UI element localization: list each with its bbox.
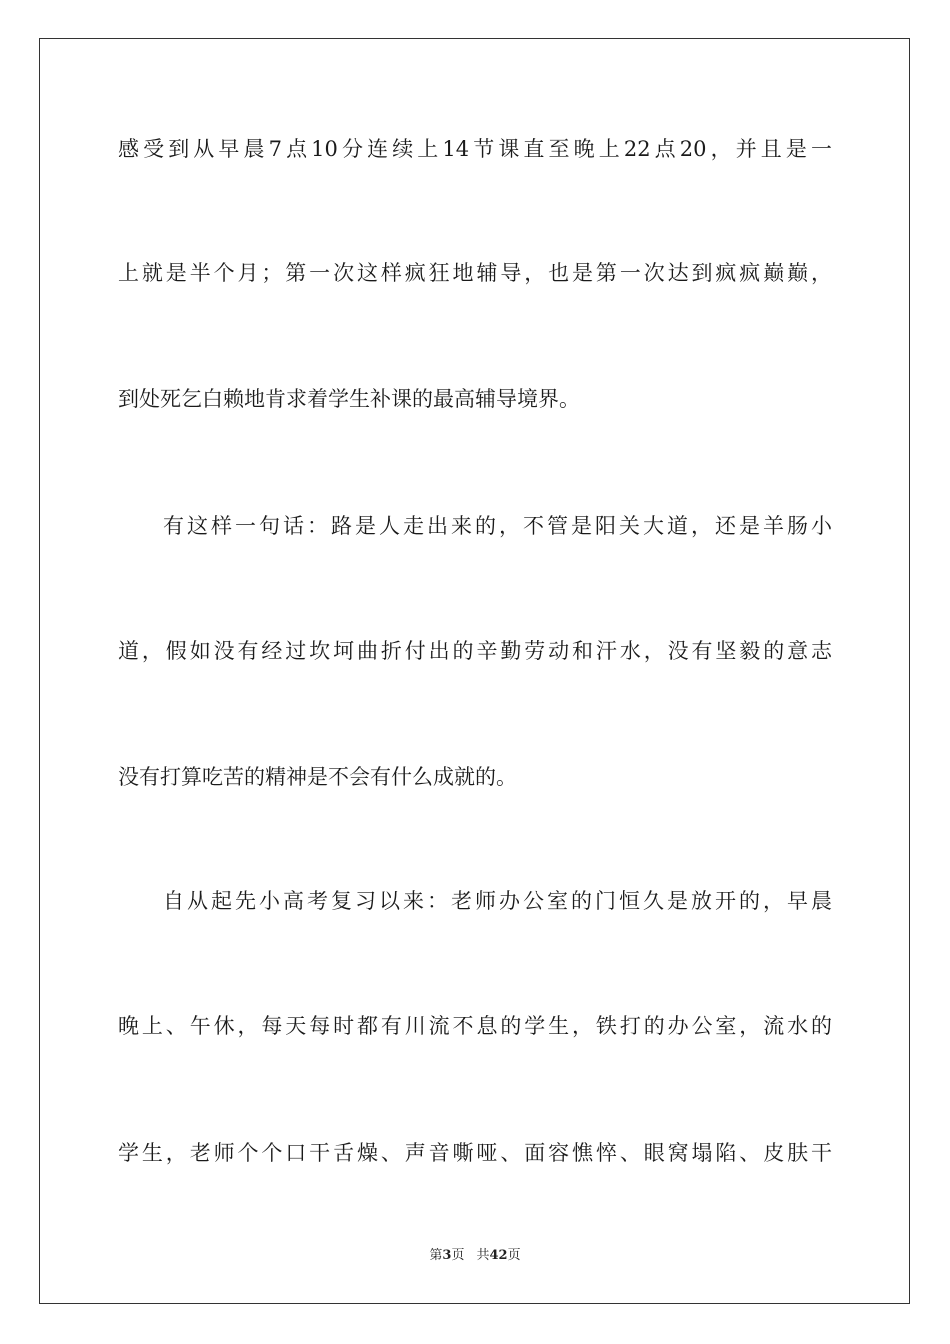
paragraph-first-line: 自从起先小高考复习以来：老师办公室的门恒久是放开的，早晨 (163, 889, 832, 913)
text-line: 学生，老师个个口干舌燥、声音嘶哑、面容憔悴、眼窝塌陷、皮肤干 (118, 1141, 832, 1165)
page-number: 3 (442, 1248, 452, 1263)
text-line: 晚上、午休，每天每时都有川流不息的学生，铁打的办公室，流水的 (118, 1014, 832, 1038)
page-border (39, 38, 910, 1304)
page-label-prefix: 第 (429, 1248, 443, 1263)
text-line: 到处死乞白赖地肯求着学生补课的最高辅导境界。 (118, 387, 580, 411)
total-label-suffix: 页 (507, 1248, 521, 1263)
page-label-suffix: 页 (451, 1248, 465, 1263)
total-label-prefix: 共 (476, 1248, 490, 1263)
text-line: 感受到从早晨7点10分连续上14节课直至晚上22点20，并且是一 (118, 137, 832, 161)
paragraph-first-line: 有这样一句话：路是人走出来的，不管是阳关大道，还是羊肠小 (163, 514, 832, 538)
text-line: 上就是半个月；第一次这样疯狂地辅导，也是第一次达到疯疯巅巅， (118, 261, 832, 285)
page-footer (0, 1247, 950, 1265)
text-line: 没有打算吃苦的精神是不会有什么成就的。 (118, 765, 517, 789)
total-pages: 42 (489, 1248, 508, 1263)
text-line: 道，假如没有经过坎坷曲折付出的辛勤劳动和汗水，没有坚毅的意志 (118, 639, 832, 663)
